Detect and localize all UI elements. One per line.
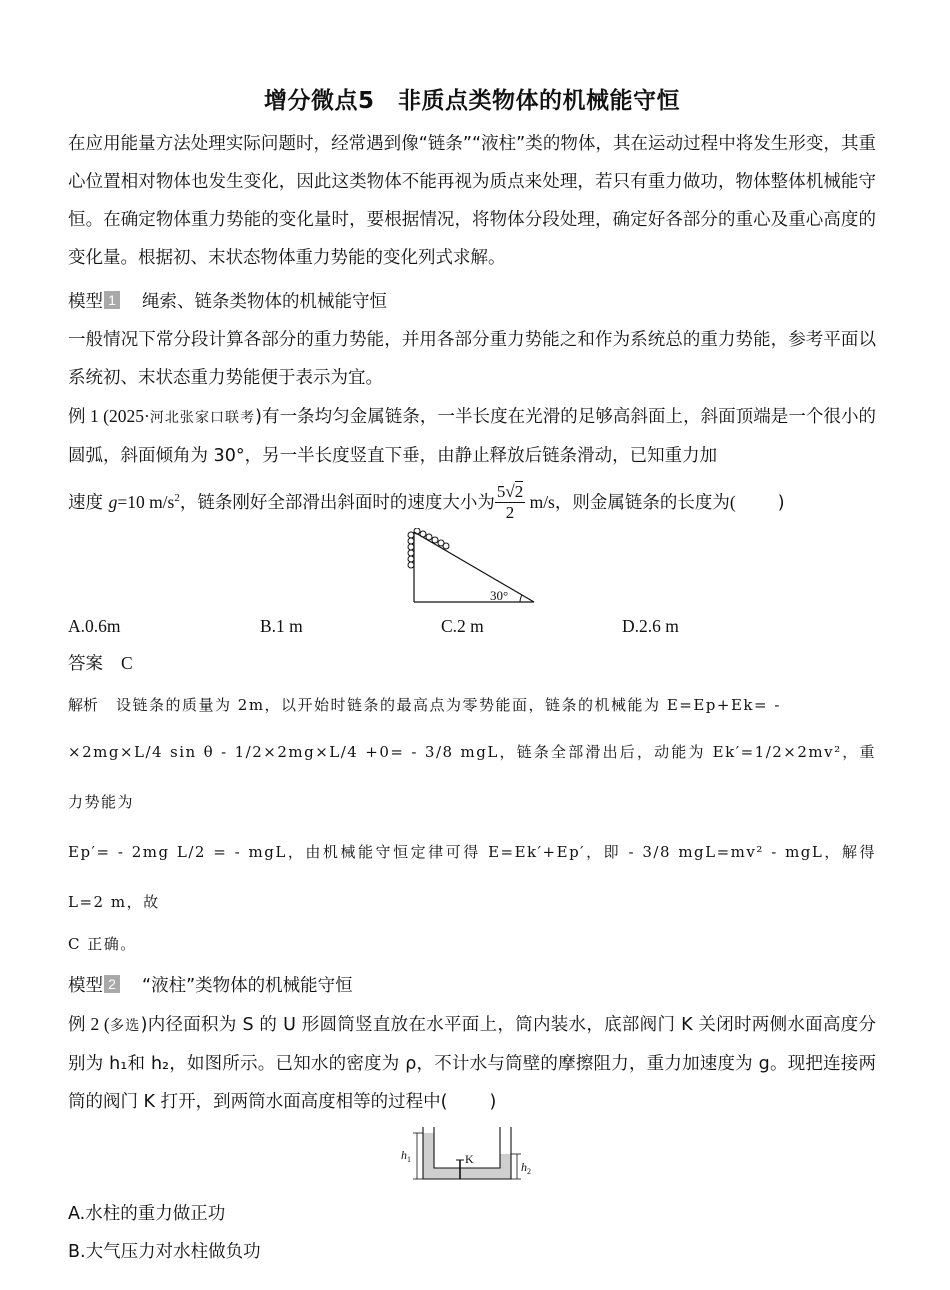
example2-option-a[interactable]: A.水柱的重力做正功 [68,1203,226,1224]
valve-label: K [465,1151,474,1166]
example2-option-b[interactable]: B.大气压力对水柱做负功 [68,1241,261,1262]
example1-text-b4: m/s，则金属链条的长度为( [525,491,736,512]
velocity-denominator: 2 [505,503,515,523]
velocity-fraction [495,482,525,523]
gravity-symbol: g [108,491,118,512]
example2-stem [68,1005,876,1121]
sqrt-sign: √ [505,482,515,502]
example1-text-b5: ) [777,492,785,513]
model2-number-badge: 2 [104,975,120,993]
example1-stem-line3 [68,475,876,526]
analysis-text-1: 设链条的质量为 2m，以开始时链条的最高点为零势能面，链条的机械能为 E=Ep+Ek= - [116,695,781,714]
h1-label: h [401,1147,407,1162]
example1-source: 河北张家口联考 [149,410,256,426]
option-a[interactable]: A.0.6m [68,615,121,636]
option-b[interactable]: B.1 m [260,615,303,636]
analysis-line1 [68,683,876,727]
answer-value: C [121,652,133,673]
right-water [500,1154,511,1179]
model1-label: 模型 [68,292,103,312]
model1-description: 一般情况下常分段计算各部分的重力势能，并用各部分重力势能之和作为系统总的重力势能，参考平面以系统初、末状态重力势能便于表示为宜。 [68,330,876,388]
example2-text-b: 高度分别为 h₁和 h₂，如图所示。已知水的密度为 ρ，不计水与筒壁的摩擦阻力，重力加速度为 g。 [68,1014,877,1074]
example1-prefix: 例 1 (2025· [68,406,150,426]
model2-label: 模型 [68,975,103,996]
option-d[interactable]: D.2.6 m [622,615,679,636]
example2-prefix: 例 2 ( [68,1013,110,1034]
document-page [68,82,876,1271]
model2-title: “液柱”类物体的机械能守恒 [142,975,353,996]
velocity-radicand: 2 [514,482,524,502]
gravity-value: =10 m/s [117,491,175,512]
h2-subscript: 2 [527,1166,531,1176]
example2-tag: 多选 [109,1017,141,1034]
model1-title: 绳索、链条类物体的机械能守恒 [142,292,387,312]
svg-text:h2 [521,1160,531,1176]
squared-mark: 2 [174,492,180,504]
option-c[interactable]: C.2 m [441,615,484,636]
analysis-line4: C 正确。 [68,934,137,953]
example2-text-c: 现把连接两筒的阀门 K 打开，到两筒水面高度相等的过程中( [68,1053,877,1112]
example1-text-b3: ，链条刚好全部滑出斜面时的速度大小为 [179,492,495,513]
incline-chain-figure [402,528,542,608]
bottom-water [423,1168,511,1179]
svg-text:h1 [401,1148,411,1164]
example1-text-b1: 速度 [68,492,109,513]
example2-text-d: ) [489,1091,497,1112]
example1-stem [68,397,876,475]
model1-number-badge: 1 [104,291,120,309]
h1-subscript: 1 [407,1154,411,1164]
example1-text-a: )有一条均匀金属链条，一半长度在光滑的足够高斜面上，斜面顶端是一个很小的圆弧，斜面倾角为 30°，另一半长度竖直下垂，由静止释放后链条滑动，已知重力加 [68,407,877,466]
u-tube-figure [397,1125,547,1189]
model2-heading [68,967,876,1005]
example1-options [68,608,876,644]
answer-line [68,644,876,683]
velocity-numerator: 5 [496,482,506,502]
angle-label: 30° [490,587,509,603]
model1-heading [68,283,876,321]
example2-text-a: )内径面积为 S 的 U 形圆筒竖直放在水平面上，筒内装水，底部阀门 K 关闭时两侧水面 [140,1014,823,1035]
h2-label: h [521,1159,527,1174]
analysis-label: 解析 [68,695,99,714]
analysis-line3: Ep′= - 2mg L/2 = - mgL，由机械能守恒定律可得 E=Ek′+Ep′，即 - 3/8 mgL=mv² - mgL，解得 L=2 m，故 [68,842,876,911]
answer-label: 答案 [68,653,103,674]
analysis-line2: ×2mg×L/4 sin θ - 1/2×2mg×L/4 +0= - 3/8 mgL，链条全部滑出后，动能为 Ek′=1/2×2mv²，重力势能为 [68,742,876,811]
intro-paragraph: 在应用能量方法处理实际问题时，经常遇到像“链条”“液柱”类的物体，其在运动过程中将发生形变，其重心位置相对物体也发生变化，因此这类物体不能再视为质点来处理，若只有重力做功，物体整体机械能守恒。在确定物体重力势能的变化量时，要根据情况，将物体分段处理，确定好各部分的重心及重心高度的变化量。根据初、末状态物体重力势能的变化列式求解。 [68,134,876,268]
page-title: 增分微点5 非质点类物体的机械能守恒 [263,88,680,114]
angle-arc [520,595,522,602]
incline-slope [414,532,534,602]
